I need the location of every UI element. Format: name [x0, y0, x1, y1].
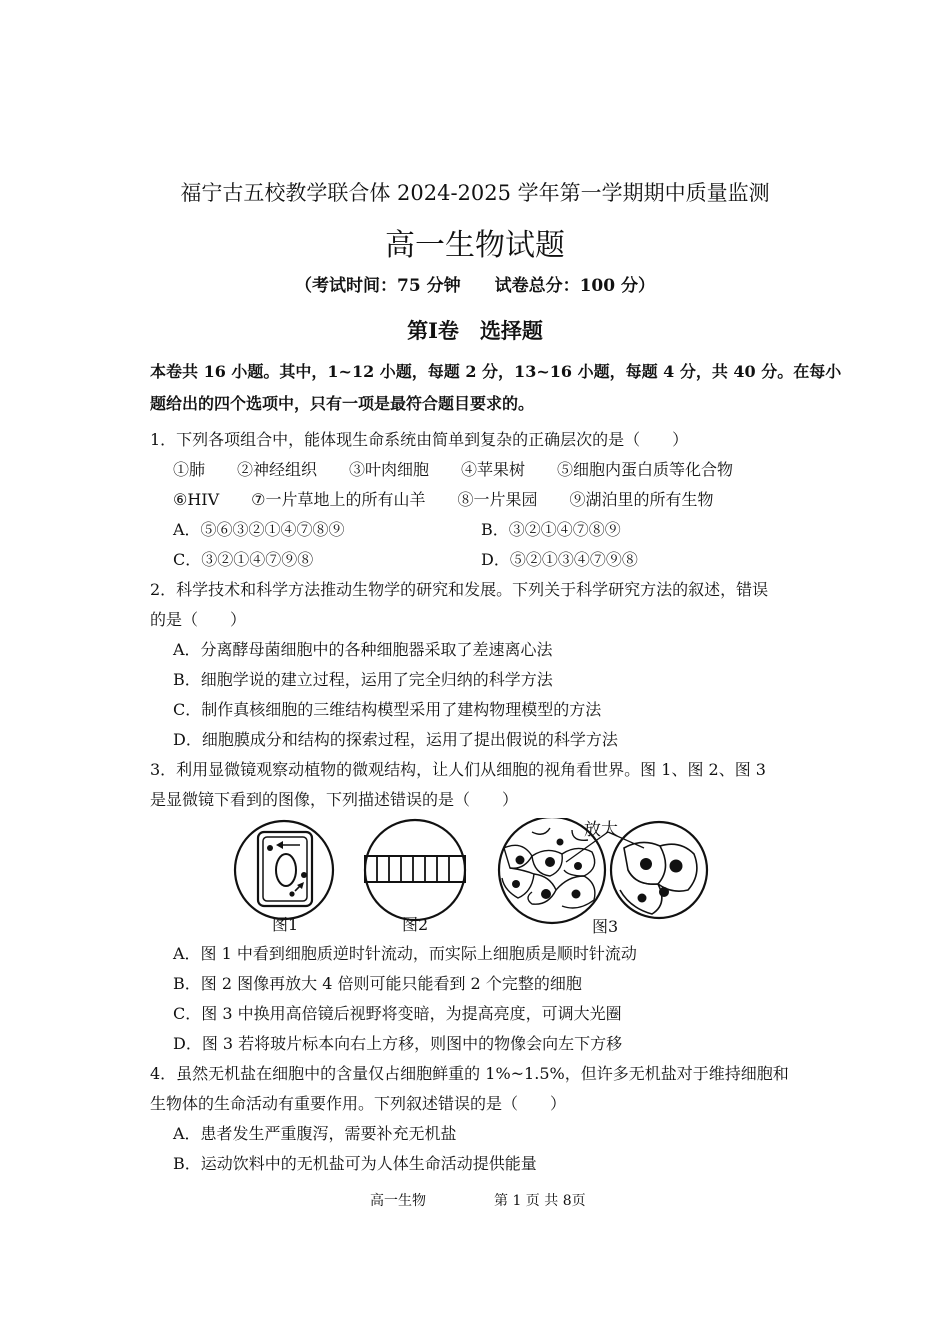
q1-option-d: D．⑤②①③④⑦⑨⑧ [481, 550, 638, 569]
exam-info: （考试时间：75 分钟 试卷总分：100 分） [295, 276, 655, 296]
q3-option-a: A．图 1 中看到细胞质逆时针流动，而实际上细胞质是顺时针流动 [173, 944, 637, 963]
q2-option-a: A．分离酵母菌细胞中的各种细胞器采取了差速离心法 [173, 640, 553, 659]
microscope-figures [232, 818, 722, 938]
q3-option-d: D．图 3 若将玻片标本向右上方移，则图中的物像会向左下方移 [173, 1034, 623, 1053]
q2-stem-line-1: 2．科学技术和科学方法推动生物学的研究和发展。下列关于科学研究方法的叙述，错误 [150, 580, 769, 599]
school-title: 福宁古五校教学联合体 2024-2025 学年第一学期期中质量监测 [180, 181, 770, 205]
q2-option-c: C．制作真核细胞的三维结构模型采用了建构物理模型的方法 [173, 700, 602, 719]
q1-option-a: A．⑤⑥③②①④⑦⑧⑨ [173, 520, 345, 539]
figure-3-label: 图3 [592, 917, 619, 936]
q3-option-b: B．图 2 图像再放大 4 倍则可能只能看到 2 个完整的细胞 [173, 974, 582, 993]
q1-stem: 1．下列各项组合中，能体现生命系统由简单到复杂的正确层次的是（ ） [150, 430, 689, 449]
q4-stem-line-1: 4．虽然无机盐在细胞中的含量仅占细胞鲜重的 1%~1.5%，但许多无机盐对于维持细胞和 [150, 1064, 789, 1083]
instructions-line-2: 题给出的四个选项中，只有一项是最符合题目要求的。 [150, 394, 535, 413]
q2-stem-line-2: 的是（ ） [150, 610, 247, 629]
q1-items-line-1: ①肺 ②神经组织 ③叶肉细胞 ④苹果树 ⑤细胞内蛋白质等化合物 [173, 460, 734, 479]
q1-option-b: B．③②①④⑦⑧⑨ [481, 520, 621, 539]
q4-stem-line-2: 生物体的生命活动有重要作用。下列叙述错误的是（ ） [150, 1094, 567, 1113]
instructions-line-1: 本卷共 16 小题。其中，1~12 小题，每题 2 分，13~16 小题，每题 4 分，共 40 分。在每小 [150, 362, 842, 381]
figure-1-diagram [235, 821, 333, 919]
figure-3-annotation: 放大 [584, 820, 618, 840]
q2-option-b: B．细胞学说的建立过程，运用了完全归纳的科学方法 [173, 670, 553, 689]
q3-option-c: C．图 3 中换用高倍镜后视野将变暗，为提高亮度，可调大光圈 [173, 1004, 622, 1023]
q1-option-c: C．③②①④⑦⑨⑧ [173, 550, 314, 569]
figure-2-diagram [365, 820, 465, 920]
q4-option-a: A．患者发生严重腹泻，需要补充无机盐 [173, 1124, 457, 1143]
figure-1-label: 图1 [272, 915, 299, 934]
page-footer [370, 1191, 586, 1211]
q2-option-d: D．细胞膜成分和结构的探索过程，运用了提出假说的科学方法 [173, 730, 618, 749]
q3-stem-line-1: 3．利用显微镜观察动植物的微观结构，让人们从细胞的视角看世界。图 1、图 2、图 3 [150, 760, 766, 779]
q1-items-line-2: ⑥HIV ⑦一片草地上的所有山羊 ⑧一片果园 ⑨湖泊里的所有生物 [173, 490, 714, 509]
figure-3-diagram [499, 818, 707, 923]
figure-2-label: 图2 [402, 915, 429, 934]
q4-option-b: B．运动饮料中的无机盐可为人体生命活动提供能量 [173, 1154, 537, 1173]
q3-stem-line-2: 是显微镜下看到的图像，下列描述错误的是（ ） [150, 790, 519, 809]
footer-page-info: 第 1 页 共 8页 [494, 1193, 586, 1209]
exam-title: 高一生物试题 [385, 228, 565, 263]
footer-subject: 高一生物 [370, 1193, 426, 1209]
section-title: 第Ⅰ卷 选择题 [407, 318, 543, 343]
